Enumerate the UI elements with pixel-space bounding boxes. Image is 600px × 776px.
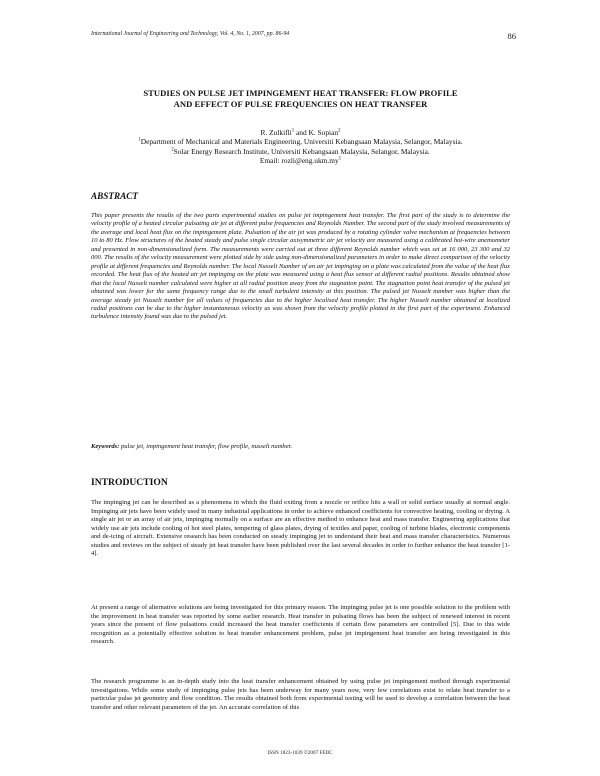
introduction-paragraph-1: The impinging jet can be described as a phenomena in which the fluid exiting from a nozzle or orifice hits a wall or solid surface usually at normal angle. Impinging air jets have been widely used in many industrial applications in order to achieve enhanced coefficients for convective heating, cooling or drying. A single air jet or an array of air jets, impinging normally on a surface are an effective method to enhance heat and mass transfer. Engineering applications that widely use air jets include cooling of hot steel plates, tempering of glass plates, drying of textiles and paper, cooling of turbine blades, electronic components and de-icing of aircraft. Extensive research has been conducted on steady impinging jet to understand their heat and mass transfer characteristics. Numerous studies and reviews on the subject of steady jet heat transfer have been published over the last several decades in order to further enhance the heat transfer [1-4].: [91, 499, 510, 558]
author-names: [91, 128, 510, 137]
author-email: [91, 156, 510, 165]
title-line-2: AND EFFECT OF PULSE FREQUENCIES ON HEAT TRANSFER: [173, 98, 428, 109]
author-sup-1: 1: [291, 128, 295, 134]
issn-footer: ISSN 1823-1039 ©2007 FEIIC: [267, 750, 333, 756]
affiliation-2-sup: 2: [171, 147, 174, 153]
introduction-paragraph-2: At present a range of alternative solutions are being investigated for this primary reason. The impinging pulse jet is one possible solution to the problem with the improvement in heat transfer was reported by some earlier research. Heat transfer in pulsating flows has been the subject of renewed interest in recent years since the present of flow pulsations could increased the heat transfer coefficients if certain flow parameters are controlled [5]. Due to this wide recognition as a potentially effective solution to heat transfer enhancement problem, pulse jet impingement heat transfer are being investigated in this research.: [91, 604, 510, 646]
affiliation-2-text: Solar Energy Research Institute, Universiti Kebangsaan Malaysia, Selangor, Malaysia.: [173, 146, 430, 156]
affiliation-2: [91, 147, 510, 156]
abstract-heading: ABSTRACT: [91, 191, 138, 201]
author-email-text: Email: rozli@eng.ukm.my: [259, 155, 339, 165]
page-number: 86: [507, 31, 516, 41]
author-sup-2: 2: [338, 128, 341, 134]
keywords-label: Keywords:: [91, 443, 120, 450]
keywords: [91, 443, 510, 450]
affiliation-1: [91, 137, 510, 146]
affiliation-1-text: Department of Mechanical and Materials Engineering, Universiti Kebangsaan Malaysia, Selangor, Malaysia.: [140, 137, 463, 147]
paper-title: [91, 88, 510, 109]
abstract-body: This paper presents the results of the two parts experimental studies on pulse jet impingement heat transfer. The first part of the study is to determine the velocity profile of a heated circular pulsating air jet at different pulse frequencies and Reynolds Number. The second part of the study involved measurements of the average and local heat flux on the impingement plate. Pulsation of the air jet was produced by a rotating cylinder valve mechanism at frequencies between 10 to 80 Hz. Flow structures of the heated steady and pulse single circular axisymmetric air jet velocity are measured using a calibrated hot-wire anemometer and presented in non-dimensionalized form. The measurements were carried out at three different Reynolds number which was set at 16 000, 23 300 and 32 000. The results of the velocity measurement were plotted side by side using non-dimensionalized parameters in order to make direct comparison of the velocity profile at different frequencies and Reynolds number. The local Nusselt Number of an air jet impinging on a plate was calculated from the value of the heat flux recorded. The heat flux of the heated air jet impinging on the plate was measured using a heat flux sensor at different radial positions. Results obtained show that the local Nusselt number calculated were higher at all radial position away from the stagnation point. The stagnation point heat transfer of the pulsed jet obtained was lower for the same frequency range due to the small turbulent intensity at this position. The pulsed jet Nusselt number was higher than the average steady jet Nusselt number for all values of frequencies due to the higher localised heat transfer. The higher Nusselt number obtained at localized radial positions can be due to the higher instantaneous velocity as was shown from the velocity profile plotted in the first part of the experiment. Enhanced turbulence intensity found was due to the pulsed jet.: [91, 212, 510, 321]
keywords-text: pulse jet, impingement heat transfer, flow profile, nusselt number.: [119, 443, 293, 450]
author-email-sup: 1: [338, 156, 342, 162]
author-name-1: R. Zulkifli: [260, 128, 292, 137]
affiliation-1-sup: 1: [138, 137, 141, 143]
introduction-heading: INTRODUCTION: [91, 477, 168, 488]
author-name-2: and K. Sopian: [294, 128, 339, 137]
journal-running-head: International Journal of Engineering and Technology, Vol. 4, No. 1, 2007, pp. 86-94: [91, 31, 290, 37]
title-line-1: STUDIES ON PULSE JET IMPINGEMENT HEAT TRANSFER: FLOW PROFILE: [143, 88, 458, 98]
author-block: [91, 128, 510, 165]
introduction-paragraph-3: The research programme is an in-depth study into the heat transfer enhancement obtained by using pulse jet impingement method through experimental investigations. While some study of impinging pulse jets has been underway for many years now, very few correlations exist to relate heat transfer to a particular pulse jet geometry and flow condition. The results obtained both from experimental testing will be used to develop a correlation between the heat transfer and other relevant parameters of the jet. An accurate correlation of this: [91, 678, 510, 711]
